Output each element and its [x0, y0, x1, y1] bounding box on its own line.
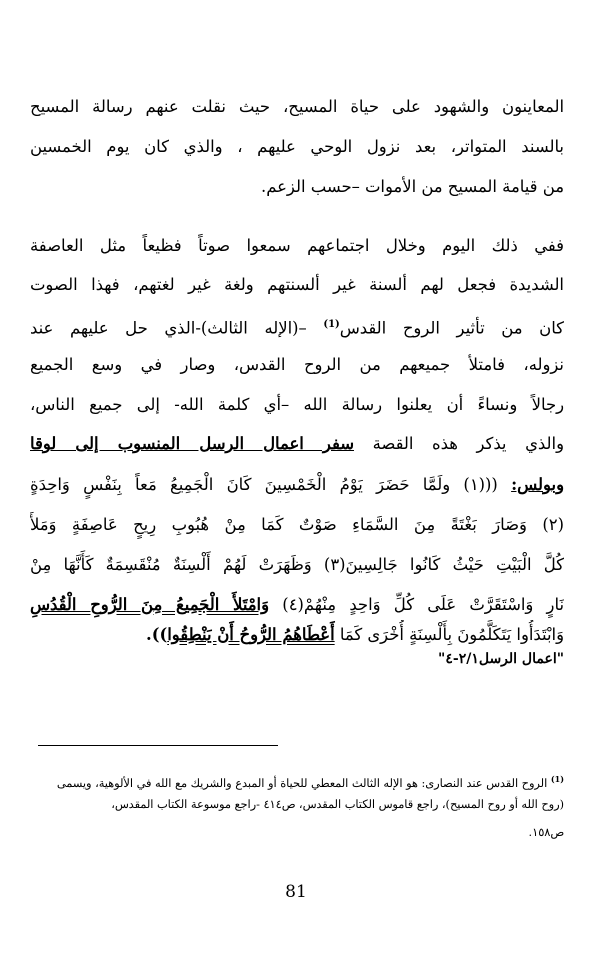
body-line	[30, 310, 564, 343]
book-title: وبولس:	[511, 475, 564, 494]
quote-text: وَابْتَدَأُوا يَتَكَلَّمُونَ بِأَلْسِنَةٍ أُخْرَى كَمَا	[334, 625, 564, 644]
body-line: بالسند المتواتر، بعد نزول الوحي عليهم ، والذي كان يوم الخمسين	[30, 137, 564, 156]
footnote-line: (روح الله أو روح المسيح)، راجع قاموس الكتاب المقدس، ص٤١٤ -راجع موسوعة الكتاب المقدس،	[111, 798, 564, 811]
body-line: نزوله، فامتلأ جميعهم من الروح القدس، وصار في وسع الجميع	[30, 355, 564, 374]
footnote-separator	[38, 745, 278, 746]
footnote-line	[30, 770, 564, 793]
quote-line: (٢) وَصَارَ بَغْتَةً مِنَ السَّمَاءِ صَوْتٌ كَمَا مِنْ هُبُوبِ رِيحٍ عَاصِفَةٍ وَمَلأَ	[30, 515, 564, 534]
body-line: من قيامة المسيح من الأموات –حسب الزعم.	[261, 177, 564, 196]
quote-text: (((١) ولَمَّا حَضَرَ يَوْمُ الْخَمْسِينَ كَانَ الْجَمِيعُ مَعاً بِنَفْسٍ وَاحِدَةٍ	[30, 475, 512, 494]
book-title: سفر اعمال الرسل المنسوب إلى لوقا	[30, 434, 354, 453]
body-line: رجالاً ونساءً أن يعلنوا رسالة الله –أي كلمة الله- إلى جميع الناس،	[30, 395, 564, 414]
quote-reference: "اعمال الرسل٢/١-٤"	[438, 651, 564, 667]
page-number: 81	[285, 882, 307, 902]
quote-end: )).	[146, 625, 168, 644]
body-text: –(الإله الثالث)-الذي حل عليهم عند	[30, 318, 324, 338]
quote-line	[30, 470, 564, 500]
footnote-marker: (1)	[323, 319, 340, 330]
footnote-text: الروح القدس عند النصارى: هو الإله الثالث المعطي للحياة أو المبدع والشريك مع الله في الألوهية، ويسمى	[56, 776, 551, 790]
quote-emphasis: أَعْطَاهُمُ الرُّوحُ أَنْ يَنْطِقُوا	[167, 625, 335, 644]
quote-line	[30, 620, 564, 650]
footnote-marker: (1)	[550, 774, 564, 784]
body-text: كان من تأثير الروح القدس	[339, 318, 564, 338]
body-line: الشديدة فجعل لهم ألسنة غير ألسنتهم ولغة غير لغتهم، فهذا الصوت	[30, 275, 564, 294]
body-line: المعاينون والشهود على حياة المسيح، حيث نقلت عنهم رسالة المسيح	[30, 97, 564, 116]
body-text: والذي يذكر هذه القصة	[354, 434, 564, 453]
quote-text: نَارٍ وَاسْتَقَرَّتْ عَلَى كُلِّ وَاحِدٍ مِنْهُمْ(٤)	[269, 595, 564, 614]
footnote-line: ص١٥٨.	[528, 826, 564, 839]
body-line: ففي ذلك اليوم وخلال اجتماعهم سمعوا صوتاً فظيعاً مثل العاصفة	[30, 236, 564, 255]
quote-line	[30, 590, 564, 620]
quote-emphasis: وَامْتَلأَ الْجَمِيعُ مِنَ الرُّوحِ الْقُدُسِ	[30, 595, 270, 614]
body-line	[30, 429, 564, 459]
quote-line: كُلَّ الْبَيْتِ حَيْثُ كَانُوا جَالِسِينَ(٣) وَظَهَرَتْ لَهُمْ أَلْسِنَةٌ مُنْقَسِمَةٌ كَأَنَّهَا مِنْ	[30, 555, 564, 574]
